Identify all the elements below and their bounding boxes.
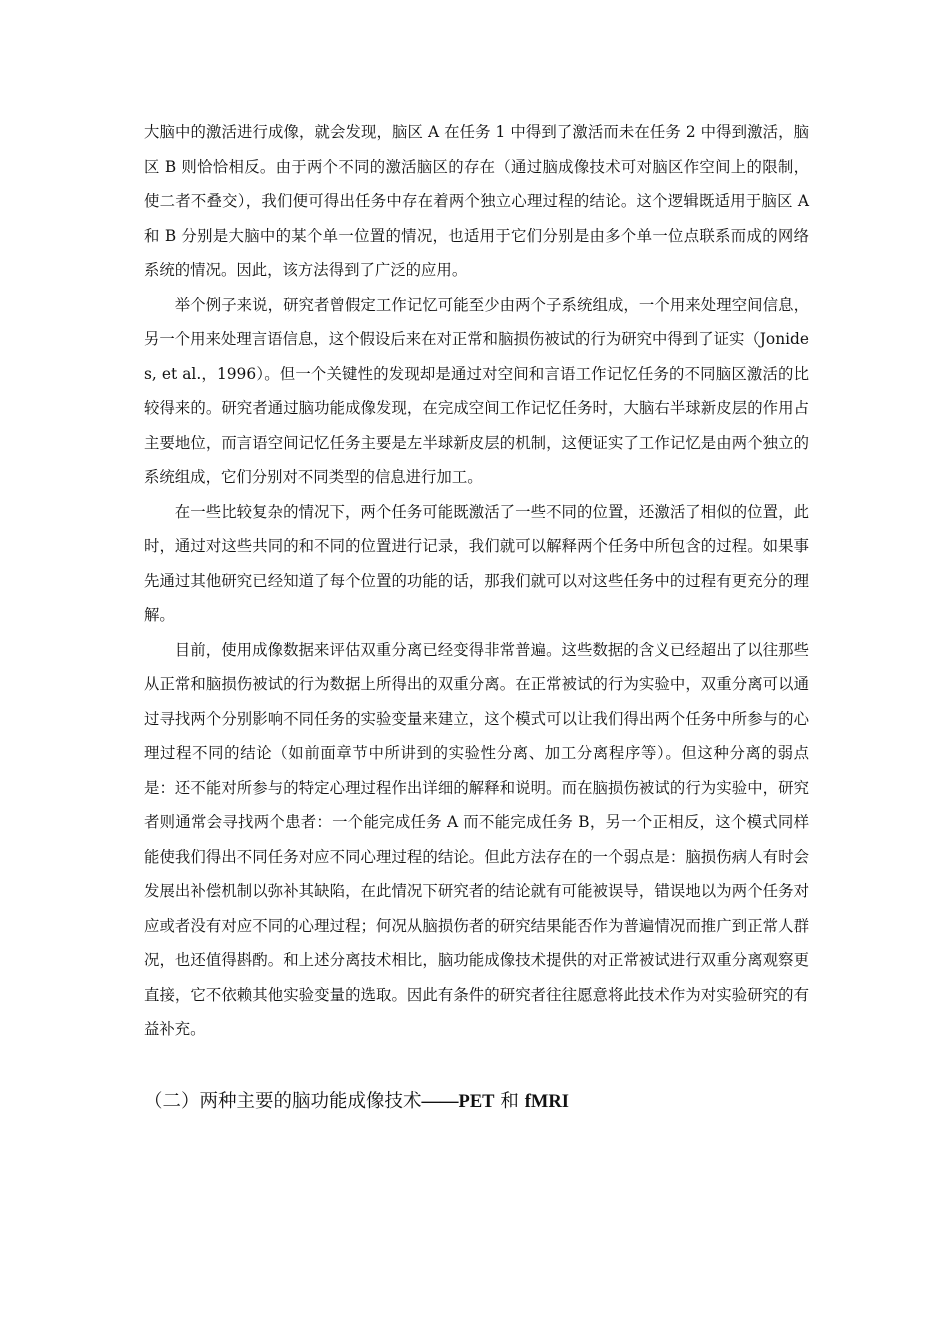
heading-term-fmri: fMRI <box>524 1091 569 1112</box>
paragraph-2: 举个例子来说，研究者曾假定工作记忆可能至少由两个子系统组成，一个用来处理空间信息，另一个用来处理言语信息，这个假设后来在对正常和脑损伤被试的行为研究中得到了证实（Jonides, et al.，1996）。但一个关键性的发现却是通过对空间和言语工作记忆任务的不同脑区激活的比较得来的。研究者通过脑功能成像发现，在完成空间工作记忆任务时，大脑右半球新皮层的作用占主要地位，而言语空间记忆任务主要是左半球新皮层的机制，这便证实了工作记忆是由两个独立的系统组成，它们分别对不同类型的信息进行加工。 <box>144 295 809 486</box>
paragraph-4: 目前，使用成像数据来评估双重分离已经变得非常普遍。这些数据的含义已经超出了以往那些从正常和脑损伤被试的行为数据上所得出的双重分离。在正常被试的行为实验中，双重分离可以通过寻找两个分别影响不同任务的实验变量来建立，这个模式可以让我们得出两个任务中所参与的心理过程不同的结论（如前面章节中所讲到的实验性分离、加工分离程序等）。但这种分离的弱点是：还不能对所参与的特定心理过程作出详细的解释和说明。而在脑损伤被试的行为实验中，研究者则通常会寻找两个患者：一个能完成任务 A 而不能完成任务 B，另一个正相反，这个模式同样能使我们得出不同任务对应不同心理过程的结论。但此方法存在的一个弱点是：脑损伤病人有时会发展出补偿机制以弥补其缺陷，在此情况下研究者的结论就有可能被误导，错误地以为两个任务对应或者没有对应不同的心理过程；何况从脑损伤者的研究结果能否作为普遍情况而推广到正常人群况，也还值得斟酌。和上述分离技术相比，脑功能成像技术提供的对正常被试进行双重分离观察更直接，它不依赖其他实验变量的选取。因此有条件的研究者往往愿意将此技术作为对实验研究的有益补充。 <box>144 640 809 1038</box>
heading-prefix: （二）两种主要的脑功能成像技术 <box>144 1090 422 1112</box>
heading-connector: 和 <box>494 1090 525 1112</box>
heading-dash: —— <box>421 1091 459 1112</box>
paragraph-1: 大脑中的激活进行成像，就会发现，脑区 A 在任务 1 中得到了激活而未在任务 2 中得到激活，脑区 B 则恰恰相反。由于两个不同的激活脑区的存在（通过脑成像技术可对脑区作空间上的限制，使二者不叠交），我们便可得出任务中存在着两个独立心理过程的结论。这个逻辑既适用于脑区 A 和 B 分别是大脑中的某个单一位置的情况，也适用于它们分别是由多个单一位点联系而成的网络系统的情况。因此，该方法得到了广泛的应用。 <box>144 123 809 279</box>
section-heading <box>144 1087 809 1117</box>
heading-term-pet: PET <box>458 1091 495 1112</box>
document-page <box>144 115 809 1117</box>
paragraph-3: 在一些比较复杂的情况下，两个任务可能既激活了一些不同的位置，还激活了相似的位置，此时，通过对这些共同的和不同的位置进行记录，我们就可以解释两个任务中所包含的过程。如果事先通过其他研究已经知道了每个位置的功能的话，那我们就可以对这些任务中的过程有更充分的理解。 <box>144 502 809 624</box>
